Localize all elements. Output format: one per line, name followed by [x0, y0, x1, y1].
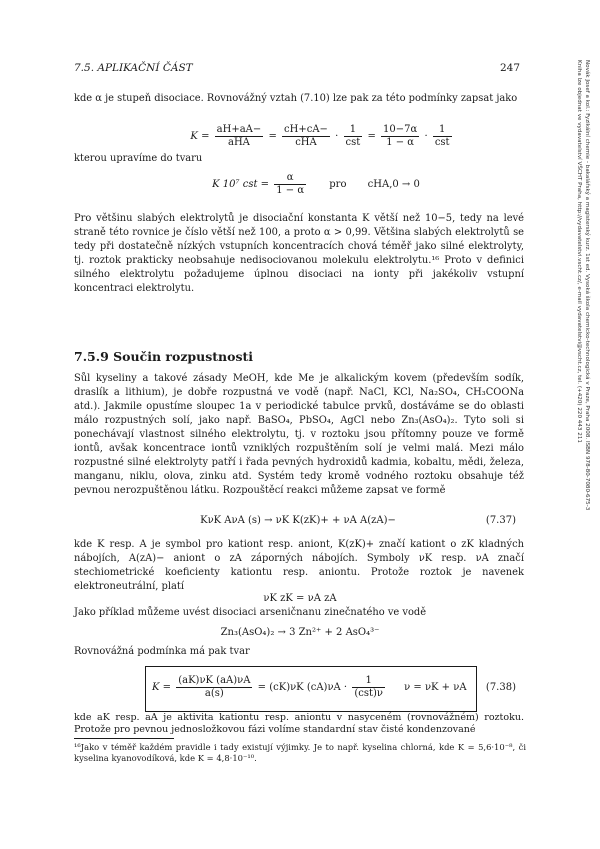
equation-zinc-arsenate: Zn₃(AsO₄)₂ → 3 Zn²⁺ + 2 AsO₄³⁻ — [220, 627, 380, 638]
paragraph-ion-symbols: kde K resp. A je symbol pro kationt resp. aniont, K(zK)+ značí kationt o zK kladných nábojích, A(zA)− aniont o zA záporných nábojích. Symboly νK resp. νA značí stechiometrické koeficienty kationtu resp. aniontu. Protože roztok je navenek elektroneutrální, platí — [74, 539, 524, 592]
eq2-lhs: K 10⁷ cst = — [212, 179, 270, 190]
eq1-dot-2: · — [424, 131, 428, 142]
eq6-mid: = (cK)νK (cA)νA · — [257, 682, 348, 693]
eq1-num1: aH+aA− — [216, 124, 262, 135]
paragraph-example: Jako příklad můžeme uvést disociaci arseničnanu zinečnatého ve vodě — [74, 607, 427, 618]
section-heading: 7.5.9 Součin rozpustnosti — [74, 349, 254, 364]
running-header-chapter: 7.5. APLIKAČNÍ ČÁST — [74, 62, 193, 74]
eq1-num2: cH+cA− — [284, 124, 328, 135]
equation-dissolution: KνK AνA (s) → νK K(zK)+ + νA A(zA)− — [200, 515, 396, 526]
eq1-equals: = — [268, 131, 277, 142]
equation-number-7-37: (7.37) — [485, 515, 516, 526]
eq1-fraction-1 — [215, 124, 264, 149]
eq6-content — [152, 675, 472, 700]
paragraph-condition: Rovnovážná podmínka má pak tvar — [74, 646, 250, 657]
eq1-num5: 1 — [433, 124, 452, 137]
eq1-den5: cst — [434, 137, 450, 148]
eq1-fraction-5 — [433, 124, 452, 149]
eq6-num2: 1 — [352, 675, 385, 688]
page-number: 247 — [499, 62, 520, 74]
footnote-16: ¹⁶Jako v téměř každém pravidle i tady existují výjimky. Je to např. kyselina chlorná, kde K = 5,6·10⁻⁸, či kyselina kyanovodíková, kde K = 4,8·10⁻¹⁰. — [74, 742, 526, 763]
eq2-pro: pro — [329, 179, 347, 190]
equation-electroneutrality: νK zK = νA zA — [263, 593, 337, 604]
eq6-fraction-2 — [352, 675, 385, 700]
paragraph-activity: kde aK resp. aA je aktivita kationtu resp. aniontu v nasyceném (rovnovážném) roztoku. Protože pro pevnou jednosložkovou fázi volíme standardní stav čisté kondenzované — [74, 712, 524, 735]
margin-note-line-2: Kniha lze objednat ve vydavatelství VŠCHT Praha, http://vydavatelstvi.vscht.cz/, e-mail vydavatelstvi@vscht.cz, tel. (+420) 220 443 211 — [576, 60, 583, 443]
equation-k-alpha — [172, 124, 472, 149]
eq1-num4: 10−7α — [383, 124, 418, 135]
eq1-num3: 1 — [344, 124, 363, 137]
eq6-den2: (cst)ν — [354, 688, 383, 699]
paragraph-weak-electrolytes: Pro většinu slabých elektrolytů je disociační konstanta K větší než 10−5, tedy na levé straně této rovnice je číslo větší než 100, a proto α > 0,99. Většina slabých elektrolytů se tedy při dostatečně nízkých vstupních koncentracích chová téměř jako silné elektrolyty, tj. roztok prakticky neobsahuje nedisociovanou molekulu elektrolytu.¹⁶ Proto v definici silného elektrolytu požadujeme úplnou disociaci na ionty při jakékoliv vstupní koncentraci elektrolytu. — [74, 213, 524, 294]
eq1-fraction-2 — [282, 124, 330, 149]
eq1-den4: 1 − α — [386, 137, 415, 148]
equation-number-7-38: (7.38) — [485, 682, 516, 693]
eq6-rhs: ν = νK + νA — [404, 682, 467, 693]
eq1-den3: cst — [345, 137, 361, 148]
eq1-lhs: K = — [190, 131, 210, 142]
eq6-num: (aK)νK (aA)νA — [178, 675, 251, 686]
margin-note-line-1: Novák Josef a kol.: Fyzikální chemie - bakalářský a magisterský kurz. 1st ed. Vysoká škola chemicko-technologická v Praze, Praha 2008. ISBN 978-80-7080-675-3 — [584, 60, 590, 511]
eq1-den1: aHA — [228, 137, 250, 148]
margin-copyright-note — [550, 60, 590, 790]
eq6-den: a(s) — [204, 688, 224, 699]
eq1-fraction-4 — [381, 124, 419, 149]
eq2-num: α — [274, 172, 306, 185]
eq2-den: 1 − α — [276, 185, 305, 196]
footnote-rule — [74, 738, 174, 739]
boxed-equation-7-38 — [145, 666, 477, 712]
paragraph-transform: kterou upravíme do tvaru — [74, 153, 203, 164]
eq2-fraction — [274, 172, 306, 197]
eq1-dot: · — [335, 131, 339, 142]
eq1-den2: cHA — [295, 137, 317, 148]
equation-k-limit — [196, 172, 436, 197]
eq6-lhs: K = — [152, 682, 172, 693]
eq1-equals-2: = — [367, 131, 376, 142]
paragraph-intro: kde α je stupeň disociace. Rovnovážný vztah (7.10) lze pak za této podmínky zapsat jako — [74, 93, 518, 104]
paragraph-solubility: Sůl kyseliny a takové zásady MeOH, kde Me je alkalickým kovem (především sodík, draslík a lithium), je dobře rozpustná ve vodě (např. NaCl, KCl, Na₂SO₄, CH₃COONa atd.). Jakmile opustíme sloupec 1a v periodické tabulce prvků, dostáváme se do oblasti málo rozpustných solí, jako např. BaSO₄, PbSO₄, AgCl nebo Zn₃(AsO₄)₂. Tyto soli si ponechávají vlastnost silného elektrolytu, tj. v roztoku jsou přítomny pouze ve formě iontů, avšak koncentrace iontů vzniklých rozpuštěním solí je velmi malá. Mezi málo rozpustné silné elektrolyty patří i řada pevných hydroxidů kadmia, kobaltu, mědi, železa, manganu, niklu, olova, zinku atd. Systém tedy kromě vodného roztoku obsahuje též pevnou nerozpuštěnou látku. Rozpouštěcí reakci můžeme zapsat ve formě — [74, 373, 524, 496]
eq2-rhs: cHA,0 → 0 — [367, 179, 420, 190]
eq6-fraction — [176, 675, 252, 700]
eq1-fraction-3 — [344, 124, 363, 149]
